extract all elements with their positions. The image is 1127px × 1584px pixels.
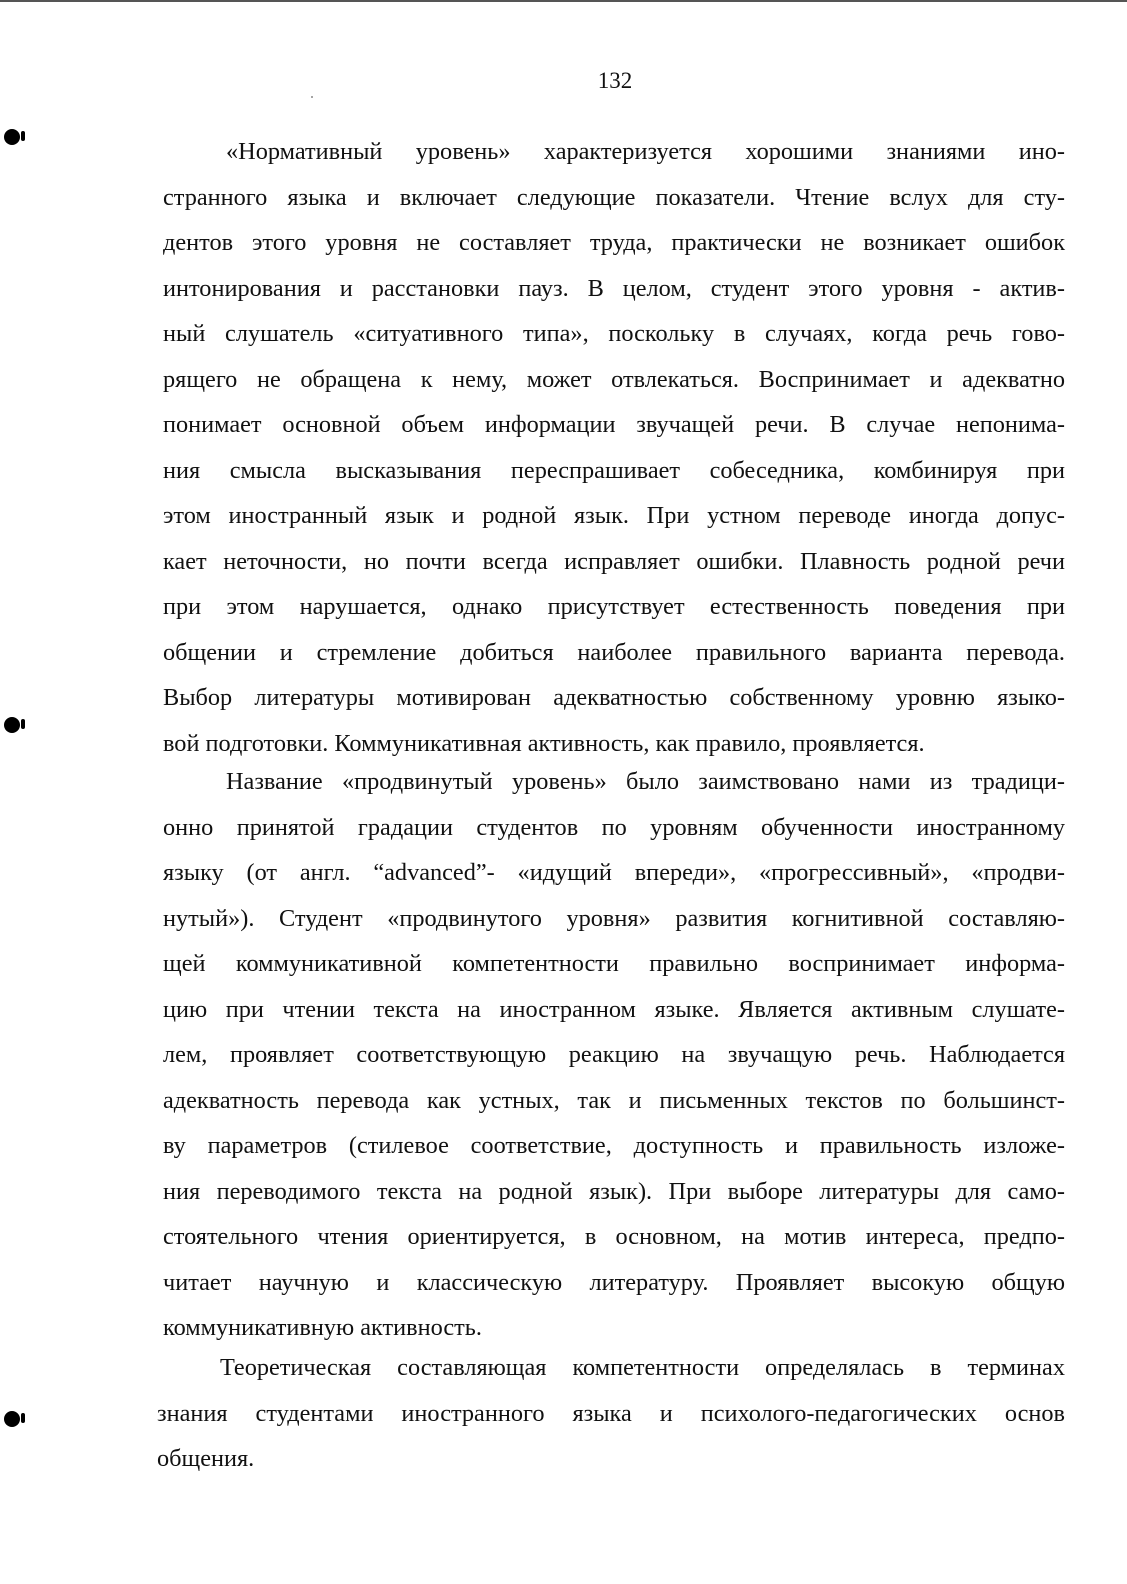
text-line: при этом нарушается, однако присутствует естественность поведения при bbox=[163, 593, 1065, 620]
body-paragraph bbox=[163, 759, 1065, 1351]
text-line: лем, проявляет соответствующую реакцию на звучащую речь. Наблюдается bbox=[163, 1041, 1065, 1068]
text-line: стоятельного чтения ориентируется, в основном, на мотив интереса, предпо- bbox=[163, 1223, 1065, 1250]
text-line: дентов этого уровня не составляет труда, практически не возникает ошибок bbox=[163, 229, 1065, 256]
text-line: общении и стремление добиться наиболее правильного варианта перевода. bbox=[163, 638, 1065, 666]
binder-hole-mark bbox=[4, 129, 20, 145]
text-line: адекватность перевода как устных, так и письменных текстов по большинст- bbox=[163, 1086, 1065, 1114]
text-line: кает неточности, но почти всегда исправляет ошибки. Плавность родной речи bbox=[163, 547, 1065, 575]
text-line: цию при чтении текста на иностранном языке. Является активным слушате- bbox=[163, 995, 1065, 1023]
text-line: ный слушатель «ситуативного типа», поскольку в случаях, когда речь гово- bbox=[163, 320, 1065, 347]
scan-speck bbox=[311, 96, 313, 98]
text-line: онно принятой градации студентов по уровням обученности иностранному bbox=[163, 813, 1065, 841]
text-line: ния смысла высказывания переспрашивает собеседника, комбинируя при bbox=[163, 456, 1065, 484]
text-line: вой подготовки. Коммуникативная активность, как правило, проявляется. bbox=[163, 729, 925, 757]
text-line: читает научную и классическую литературу. Проявляет высокую общую bbox=[163, 1268, 1065, 1296]
text-line: странного языка и включает следующие показатели. Чтение вслух для сту- bbox=[163, 183, 1065, 211]
text-line: коммуникативную активность. bbox=[163, 1314, 482, 1341]
text-line: ния переводимого текста на родной язык). При выборе литературы для само- bbox=[163, 1177, 1065, 1205]
text-line: понимает основной объем информации звучащей речи. В случае непонима- bbox=[163, 411, 1065, 438]
text-line: Название «продвинутый уровень» было заимствовано нами из традици- bbox=[226, 768, 1065, 795]
body-paragraph bbox=[157, 1345, 1065, 1482]
text-line: общения. bbox=[157, 1445, 255, 1472]
text-line: щей коммуникативной компетентности правильно воспринимает информа- bbox=[163, 950, 1065, 977]
text-line: рящего не обращена к нему, может отвлекаться. Воспринимает и адекватно bbox=[163, 365, 1065, 393]
text-line: Теоретическая составляющая компетентности определялась в терминах bbox=[220, 1354, 1065, 1381]
text-line: языку (от англ. “advanced”- «идущий впереди», «прогрессивный», «продви- bbox=[163, 859, 1065, 886]
binder-hole-mark bbox=[4, 717, 20, 733]
text-line: нутый»). Студент «продвинутого уровня» развития когнитивной составляю- bbox=[163, 904, 1065, 932]
page-number: 132 bbox=[597, 68, 633, 93]
text-line: этом иностранный язык и родной язык. При устном переводе иногда допус- bbox=[163, 502, 1065, 529]
text-line: интонирования и расстановки пауз. В целом, студент этого уровня - актив- bbox=[163, 274, 1065, 302]
text-line: ву параметров (стилевое соответствие, доступность и правильность изложе- bbox=[163, 1132, 1065, 1159]
scan-top-border bbox=[0, 0, 1127, 2]
binder-hole-mark bbox=[4, 1411, 20, 1427]
text-line: «Нормативный уровень» характеризуется хорошими знаниями ино- bbox=[226, 138, 1065, 165]
text-line: Выбор литературы мотивирован адекватностью собственному уровню языко- bbox=[163, 684, 1065, 711]
text-line: знания студентами иностранного языка и психолого-педагогических основ bbox=[157, 1399, 1065, 1427]
body-paragraph bbox=[163, 129, 1065, 766]
